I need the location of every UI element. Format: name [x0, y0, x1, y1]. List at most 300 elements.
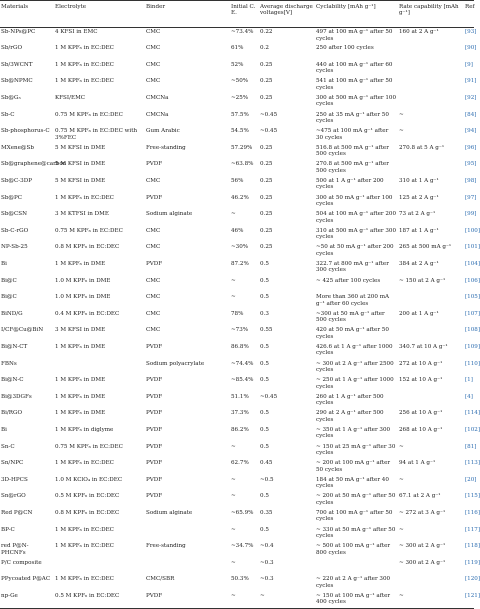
cell-avg-voltage: ~0.45: [260, 111, 278, 118]
cell-initial-ce: ~65.9%: [231, 509, 254, 516]
cell-rate-capability: ~: [399, 526, 404, 533]
cell-avg-voltage: ~0.5: [260, 476, 274, 483]
cell-material: Sb@graphene@carbon: [1, 161, 67, 168]
cell-material: P/C composite: [1, 559, 42, 566]
cell-initial-ce: 86.8%: [231, 343, 249, 350]
header-binder: Binder: [145, 1, 230, 28]
cell-avg-voltage: ~0.45: [260, 393, 278, 400]
cell-initial-ce: 56%: [231, 178, 244, 185]
cell-initial-ce: 46%: [231, 227, 244, 234]
cell-material: Sb-C-rGO: [1, 227, 29, 234]
cell-initial-ce: ~74.4%: [231, 360, 254, 367]
table-row: [0, 542, 474, 559]
cell-avg-voltage: ~: [259, 592, 315, 609]
cell-cyclability: 420 at 50 mA g⁻¹ after 50 cycles: [316, 327, 389, 340]
cell-avg-voltage: 0.5: [260, 410, 269, 417]
cell-ref[interactable]: [121]: [464, 592, 474, 609]
cell-binder: PVDF: [146, 476, 163, 483]
cell-electrolyte: 1 M KPF₆ in EC:DEC: [55, 460, 114, 467]
cell-cyclability: ~ 425 after 100 cycles: [316, 277, 381, 284]
cell-cyclability: ~50 at 50 mA g⁻¹ after 200 cycles: [316, 244, 394, 257]
cell-initial-ce: ~: [231, 559, 236, 566]
header-ref: Ref: [464, 1, 474, 28]
cell-material: Sb@G₃: [1, 95, 21, 102]
cell-electrolyte: 0.5 M KPF₆ in EC:DEC: [55, 493, 120, 500]
cell-binder: PVDF: [146, 443, 163, 450]
cell-binder: Free-standing: [146, 144, 186, 151]
cell-material: FBNs: [1, 360, 17, 367]
header-initial-ce: Initial C. E.: [230, 1, 259, 28]
cell-electrolyte: 0.8 M KPF₆ in EC:DEC: [55, 509, 120, 516]
cell-material: Sb-phosphorus-C: [1, 128, 50, 135]
cell-avg-voltage: 0.55: [260, 327, 273, 334]
header-cyclability: Cyclability [mAh g⁻¹]: [315, 1, 398, 28]
cell-binder: [145, 525, 230, 542]
cell-electrolyte: 3 M KTFSI in DME: [55, 211, 109, 218]
cell-cyclability: 322.7 at 800 mA g⁻¹ after 300 cycles: [316, 261, 389, 274]
cell-rate-capability: 268 at 10 A g⁻¹: [399, 426, 443, 433]
cell-initial-ce: ~25%: [231, 95, 249, 102]
cell-cyclability: ~ 200 at 100 mA g⁻¹ after 50 cycles: [316, 460, 391, 473]
cell-cyclability: 497 at 100 mA g⁻¹ after 50 cycles: [316, 29, 393, 42]
cell-material: Sb@NPMC: [1, 78, 33, 85]
cell-material: np-Ge: [0, 592, 54, 609]
cell-avg-voltage: 0.5: [260, 294, 269, 301]
table-row: [0, 210, 474, 227]
table-row: [0, 409, 474, 426]
cell-rate-capability: ~: [399, 111, 404, 118]
cell-rate-capability: 340.7 at 10 A g⁻¹: [399, 343, 448, 350]
cell-rate-capability: [398, 94, 464, 111]
cell-binder: CMC: [146, 227, 161, 234]
cell-rate-capability: 94 at 1 A g⁻¹: [399, 460, 436, 467]
cell-rate-capability: ~: [399, 476, 404, 483]
cell-binder: CMC: [146, 61, 161, 68]
cell-rate-capability: ~: [398, 592, 464, 609]
table-row: [0, 260, 474, 277]
table-row: [0, 160, 474, 177]
table-row: [0, 177, 474, 194]
cell-material: Bi@C: [1, 277, 17, 284]
cell-binder: PVDF: [146, 460, 163, 467]
cell-material: Sb@C-3DP: [1, 178, 32, 185]
table-row: [0, 326, 474, 343]
cell-cyclability: ~475 at 100 mA g⁻¹ after 30 cycles: [316, 128, 389, 141]
cell-material: MXene@Sb: [1, 144, 34, 151]
cell-initial-ce: ~85.4%: [231, 377, 254, 384]
cell-ref[interactable]: [108]: [465, 327, 480, 334]
cell-avg-voltage: 0.25: [260, 161, 273, 168]
cell-ref[interactable]: [117]: [465, 526, 480, 533]
cell-ref[interactable]: [81]: [465, 443, 477, 450]
cell-initial-ce: 37.3%: [231, 410, 249, 417]
cell-material: 3D-HPCS: [1, 476, 28, 483]
cell-electrolyte: 1.0 M KPF₆ in DME: [55, 294, 111, 301]
cell-electrolyte: 1.0 M KClO₄ in EC:DEC: [55, 476, 123, 483]
cell-binder: Sodium alginate: [146, 509, 193, 516]
header-row: [0, 1, 474, 28]
cell-material: Sb-C: [1, 111, 15, 118]
cell-cyclability: 290 at 2 A g⁻¹ after 500 cycles: [316, 410, 384, 423]
table-row: [0, 359, 474, 376]
cell-binder: CMC/SBR: [146, 576, 175, 583]
cell-ref[interactable]: [113]: [465, 460, 480, 467]
cell-avg-voltage: 0.22: [260, 29, 273, 36]
cell-electrolyte: KFSI/EMC: [55, 95, 86, 102]
cell-ref[interactable]: [91]: [465, 78, 477, 85]
cell-rate-capability: 272 at 10 A g⁻¹: [399, 360, 443, 367]
cell-initial-ce: 78%: [231, 310, 244, 317]
cell-electrolyte: 0.75 M KPF₆ in EC:DEC with 3%FEC: [55, 128, 138, 141]
cell-ref[interactable]: [95]: [465, 161, 477, 168]
cell-ref[interactable]: [120]: [465, 576, 480, 583]
cell-ref[interactable]: [90]: [465, 45, 477, 52]
cell-rate-capability: 73 at 2 A g⁻¹: [399, 211, 436, 218]
cell-ref[interactable]: [84]: [465, 111, 477, 118]
cell-cyclability: ~ 200 at 50 mA g⁻¹ after 50 cycles: [316, 493, 396, 506]
table-row: [0, 575, 474, 592]
table-row: [0, 525, 474, 542]
cell-material: BiND/G: [1, 310, 23, 317]
cell-material: BP-C: [1, 526, 15, 533]
cell-avg-voltage: 0.45: [260, 460, 273, 467]
cell-initial-ce: ~: [231, 476, 236, 483]
cell-rate-capability: 187 at 1 A g⁻¹: [399, 227, 439, 234]
cell-avg-voltage: 0.25: [260, 78, 273, 85]
cell-avg-voltage: 0.5: [260, 377, 269, 384]
cell-material: Bi@3DGFs: [1, 393, 32, 400]
table-row: [0, 193, 474, 210]
cell-initial-ce: ~73.4%: [231, 29, 254, 36]
cell-electrolyte: 0.8 M KPF₆ in EC:DEC: [55, 244, 120, 251]
cell-electrolyte: 3 M KFSI in DME: [55, 327, 106, 334]
cell-avg-voltage: 0.5: [260, 526, 269, 533]
cell-electrolyte: 0.5 M KPF₆ in EC:DEC: [54, 592, 145, 609]
cell-binder: CMCNa: [146, 111, 169, 118]
cell-binder: PVDF: [146, 194, 163, 201]
cell-avg-voltage: 0.25: [260, 61, 273, 68]
cell-binder: CMC: [146, 29, 161, 36]
cell-ref[interactable]: [94]: [465, 128, 477, 135]
cell-avg-voltage: 0.3: [260, 310, 269, 317]
cell-initial-ce: 87.2%: [231, 261, 249, 267]
cell-cyclability: 250 after 100 cycles: [316, 45, 374, 52]
cell-cyclability: 300 at 500 mA g⁻¹ after 100 cycles: [316, 95, 397, 108]
cell-ref[interactable]: [110]: [465, 360, 480, 367]
cell-material: Red P@CN: [1, 509, 33, 516]
cell-rate-capability: [398, 61, 464, 78]
table-row: [0, 293, 474, 310]
cell-avg-voltage: 0.25: [260, 194, 273, 201]
cell-rate-capability: 125 at 2 A g⁻¹: [399, 194, 439, 201]
cell-rate-capability: [398, 44, 464, 61]
cell-material: Bi: [1, 426, 7, 433]
cell-rate-capability: [398, 293, 464, 310]
cell-binder: CMC: [146, 327, 161, 334]
cell-ref[interactable]: [115]: [465, 493, 480, 500]
cell-cyclability: 426.6 at 1 A g⁻¹ after 1000 cycles: [316, 343, 393, 357]
cell-initial-ce: ~63.8%: [231, 161, 254, 168]
cell-rate-capability: [398, 160, 464, 177]
cell-avg-voltage: 0.25: [260, 144, 273, 151]
cell-electrolyte: 1 M KPF₆ in EC:DEC: [55, 45, 114, 52]
table-row: [0, 559, 474, 576]
cell-rate-capability: [398, 575, 464, 592]
cell-binder: CMCNa: [146, 95, 169, 102]
cell-avg-voltage: 0.35: [260, 509, 273, 516]
cell-material: Bi@N-C: [1, 377, 24, 384]
cell-rate-capability: ~ 272 at 3 A g⁻¹: [399, 509, 446, 516]
header-rate-capability: Rate capability [mAh g⁻¹]: [398, 1, 464, 28]
cell-initial-ce: ~: [230, 592, 259, 609]
cell-avg-voltage: ~0.3: [260, 559, 274, 566]
cell-avg-voltage: 0.5: [260, 343, 269, 350]
cell-avg-voltage: 0.25: [260, 95, 273, 102]
cell-material: NP-Sb-25: [1, 244, 28, 251]
cell-initial-ce: ~: [231, 211, 236, 218]
cell-avg-voltage: ~0.3: [260, 576, 274, 583]
cell-initial-ce: 86.2%: [231, 426, 249, 433]
cell-avg-voltage: 0.5: [260, 261, 269, 267]
cell-avg-voltage: ~0.45: [260, 128, 278, 135]
cell-electrolyte: 0.75 M KPF₆ in EC:DEC: [55, 111, 123, 118]
cell-initial-ce: ~: [231, 277, 236, 284]
table-row: [0, 393, 474, 410]
cell-ref[interactable]: [119]: [465, 559, 480, 566]
cell-electrolyte: 1 M KPF₆ in EC:DEC: [55, 543, 114, 550]
table-row: [0, 227, 474, 244]
table-row: [0, 276, 474, 293]
cell-ref[interactable]: [106]: [465, 277, 480, 284]
cell-electrolyte: 5 M KFSI in DME: [55, 161, 106, 168]
cell-rate-capability: 270.8 at 5 A g⁻¹: [399, 144, 445, 151]
cell-electrolyte: 1 M KPF₆ in diglyme: [55, 426, 114, 433]
cell-ref[interactable]: [20]: [465, 476, 477, 483]
cell-material: Sn/NPC: [1, 460, 24, 467]
cell-rate-capability: 67.1 at 2 A g⁻¹: [399, 493, 441, 500]
cell-cyclability: 260 at 1 A g⁻¹ after 500 cycles: [316, 393, 384, 407]
cell-ref[interactable]: [96]: [465, 144, 477, 151]
table-row: [0, 61, 474, 78]
cell-binder: [145, 559, 230, 576]
cell-binder: PVDF: [146, 493, 163, 500]
cell-rate-capability: [398, 77, 464, 94]
cell-initial-ce: 46.2%: [231, 194, 249, 201]
cell-rate-capability: ~ 300 at 2 A g⁻¹: [399, 559, 446, 566]
cell-cyclability: 500 at 1 A g⁻¹ after 200 cycles: [316, 178, 384, 191]
cell-avg-voltage: 0.25: [260, 211, 273, 218]
table-row: [0, 127, 474, 144]
cell-ref[interactable]: [4]: [465, 393, 473, 400]
cell-cyclability: ~ 300 at 2 A g⁻¹ after 2500 cycles: [316, 360, 394, 373]
cell-ref[interactable]: [99]: [465, 211, 477, 218]
cell-binder: PVDF: [146, 377, 163, 384]
cell-rate-capability: ~ 300 at 2 A g⁻¹: [399, 543, 446, 550]
cell-rate-capability: 265 at 500 mA g⁻¹: [399, 244, 452, 251]
header-electrolyte: Electrolyte: [54, 1, 145, 28]
cell-material: Bi/RGO: [1, 410, 23, 417]
cell-ref[interactable]: [93]: [465, 29, 477, 36]
cell-cyclability: 516.8 at 500 mA g⁻¹ after 500 cycles: [316, 144, 389, 158]
table-body: [0, 28, 480, 609]
cell-electrolyte: 1.0 M KPF₆ in DME: [55, 277, 111, 284]
cell-ref[interactable]: [118]: [465, 543, 480, 550]
cell-material: Bi@C: [1, 294, 17, 301]
cell-material: Sb@PC: [1, 194, 23, 201]
cell-binder: CMC: [146, 45, 161, 52]
cell-binder: PVDF: [145, 592, 230, 609]
cell-initial-ce: 52%: [231, 61, 244, 68]
table-row: [0, 110, 474, 127]
cell-material: Sb/rGO: [1, 45, 23, 52]
cell-electrolyte: 1 M KPF₆ in DME: [55, 343, 106, 350]
cell-ref[interactable]: [104]: [465, 261, 480, 267]
cell-rate-capability: 160 at 2 A g⁻¹: [399, 29, 439, 36]
cell-binder: PVDF: [146, 426, 163, 433]
cell-cyclability: ~ 350 at 1 A g⁻¹ after 300 cycles: [316, 426, 391, 440]
cell-rate-capability: ~: [399, 443, 404, 450]
cell-initial-ce: 57.5%: [231, 111, 249, 118]
table-row: [0, 426, 474, 443]
cell-electrolyte: [54, 359, 145, 376]
cell-ref[interactable]: [105]: [465, 294, 480, 301]
cell-rate-capability: 384 at 2 A g⁻¹: [399, 261, 439, 267]
cell-electrolyte: 1 M KPF₆ in EC:DEC: [55, 78, 114, 85]
table-row: [0, 144, 474, 161]
cell-ref[interactable]: [116]: [465, 509, 480, 516]
cell-ref[interactable]: [98]: [465, 178, 477, 185]
cell-cyclability: 250 at 35 mA g⁻¹ after 50 cycles: [316, 111, 389, 125]
cell-initial-ce: 61%: [231, 45, 244, 52]
cell-initial-ce: 51.1%: [231, 393, 249, 400]
cell-electrolyte: 4 KFSI in EMC: [55, 29, 98, 36]
cell-initial-ce: ~: [231, 294, 236, 301]
cell-rate-capability: [398, 393, 464, 410]
table-row: [0, 94, 474, 111]
cell-ref[interactable]: [1]: [465, 377, 473, 384]
table-row: [0, 44, 474, 61]
cell-rate-capability: 310 at 1 A g⁻¹: [399, 178, 439, 185]
cell-material: Sb-NPs@PC: [1, 29, 36, 36]
cell-binder: Free-standing: [146, 543, 186, 550]
cell-rate-capability: 256 at 10 A g⁻¹: [399, 410, 443, 417]
cell-initial-ce: 62.7%: [231, 460, 249, 467]
cell-electrolyte: 1 M KPF₆ in DME: [55, 377, 106, 384]
cell-initial-ce: 54.5%: [231, 128, 249, 135]
cell-ref[interactable]: [9]: [465, 61, 473, 68]
cell-binder: PVDF: [146, 410, 163, 417]
cell-electrolyte: 5 M KFSI in DME: [55, 144, 106, 151]
cell-initial-ce: ~34.7%: [231, 543, 254, 550]
cell-ref[interactable]: [97]: [465, 194, 477, 201]
cell-electrolyte: 0.75 M KPF₆ in EC:DEC: [55, 227, 123, 234]
cell-initial-ce: ~30%: [231, 244, 249, 251]
cell-cyclability: ~ 500 at 100 mA g⁻¹ after 800 cycles: [316, 543, 391, 556]
cell-initial-ce: 50.3%: [231, 576, 249, 583]
cell-electrolyte: 0.75 M KPF₆ in EC:DEC: [55, 443, 123, 450]
cell-cyclability: ~ 330 at 50 mA g⁻¹ after 50 cycles: [316, 526, 396, 539]
cell-material: Sb/3WCNT: [1, 61, 33, 68]
cell-binder: CMC: [146, 244, 161, 251]
cell-cyclability: ~ 150 at 100 mA g⁻¹ after 400 cycles: [315, 592, 398, 609]
cell-cyclability: More than 360 at 200 mA g⁻¹ after 60 cycles: [316, 294, 390, 307]
cell-avg-voltage: ~0.4: [260, 543, 274, 550]
cell-electrolyte: 0.4 M KPF₆ in EC:DEC: [55, 310, 120, 317]
cell-ref[interactable]: [101]: [465, 244, 480, 251]
cell-ref[interactable]: [102]: [465, 426, 480, 433]
cell-binder: CMC: [146, 178, 161, 185]
table-row: [0, 28, 474, 45]
cell-binder: PVDF: [146, 261, 163, 267]
cell-cyclability: 440 at 100 mA g⁻¹ after 60 cycles: [316, 61, 393, 75]
cell-electrolyte: 1 M KPF₆ in DME: [55, 261, 106, 267]
table-row: [0, 509, 474, 526]
cell-binder: Sodium alginate: [146, 211, 193, 218]
cell-initial-ce: 57.29%: [231, 144, 253, 151]
cell-avg-voltage: 0.5: [260, 360, 269, 367]
cell-electrolyte: 1 M KPF₆ in EC:DEC: [55, 61, 114, 68]
cell-binder: PVDF: [146, 343, 163, 350]
cell-electrolyte: [54, 559, 145, 576]
cell-material: Bi: [1, 261, 7, 267]
table-row: [0, 243, 474, 260]
cell-binder: PVDF: [146, 161, 163, 168]
cell-cyclability: 270.8 at 500 mA g⁻¹ after 500 cycles: [316, 161, 389, 174]
cell-cyclability: 184 at 50 mA g⁻¹ after 40 cycles: [316, 476, 389, 490]
table-row: [0, 77, 474, 94]
cell-rate-capability: 200 at 1 A g⁻¹: [399, 310, 439, 317]
cell-electrolyte: 1 M KPF₆ in EC:DEC: [55, 576, 114, 583]
cell-cyclability: [315, 559, 398, 576]
table-row: [0, 592, 474, 609]
table-row: [0, 492, 474, 509]
table-row: [0, 476, 474, 493]
cell-electrolyte: 1 M KPF₆ in DME: [55, 410, 106, 417]
cell-rate-capability: 152 at 10 A g⁻¹: [399, 377, 443, 384]
cell-ref[interactable]: [114]: [465, 410, 480, 417]
cell-cyclability: ~ 150 at 25 mA g⁻¹ after 30 cycles: [316, 443, 396, 456]
table-row: [0, 459, 474, 476]
cell-rate-capability: ~ 150 at 2 A g⁻¹: [399, 277, 446, 284]
cell-binder: Gum Arabic: [146, 128, 180, 135]
cell-material: I/CF@Cu@BiN: [1, 327, 44, 334]
cell-ref[interactable]: [92]: [465, 95, 477, 102]
cell-cyclability: 300 at 50 mA g⁻¹ after 100 cycles: [316, 194, 393, 208]
cell-avg-voltage: 0.25: [260, 244, 273, 251]
header-materials: Materials: [0, 1, 54, 28]
cell-ref[interactable]: [109]: [465, 343, 480, 350]
cell-initial-ce: ~73%: [231, 327, 249, 334]
cell-cyclability: ~ 250 at 1 A g⁻¹ after 1000 cycles: [316, 377, 394, 390]
cell-binder: CMC: [146, 277, 161, 284]
cell-cyclability: ~300 at 50 mA g⁻¹ after 500 cycles: [316, 310, 385, 324]
cell-electrolyte: 1 M KPF₆ in EC:DEC: [55, 526, 114, 533]
cell-binder: PVDF: [146, 393, 163, 400]
cell-rate-capability: ~: [399, 128, 404, 135]
cell-binder: CMC: [146, 294, 161, 301]
cell-material: PPycoated P@AC: [1, 576, 51, 583]
cell-ref[interactable]: [107]: [465, 310, 480, 317]
cell-cyclability: 541 at 100 mA g⁻¹ after 50 cycles: [316, 78, 393, 91]
cell-ref[interactable]: [100]: [465, 227, 480, 234]
table-row: [0, 442, 474, 459]
cell-binder: Sodium polyacrylate: [146, 360, 205, 367]
cell-binder: CMC: [146, 310, 161, 317]
cell-material: Sb@CSN: [1, 211, 28, 218]
cell-material: Bi@N-CT: [1, 343, 28, 350]
cell-electrolyte: 1 M KPF₆ in DME: [55, 393, 106, 400]
cell-cyclability: 700 at 100 mA g⁻¹ after 50 cycles: [316, 509, 393, 523]
